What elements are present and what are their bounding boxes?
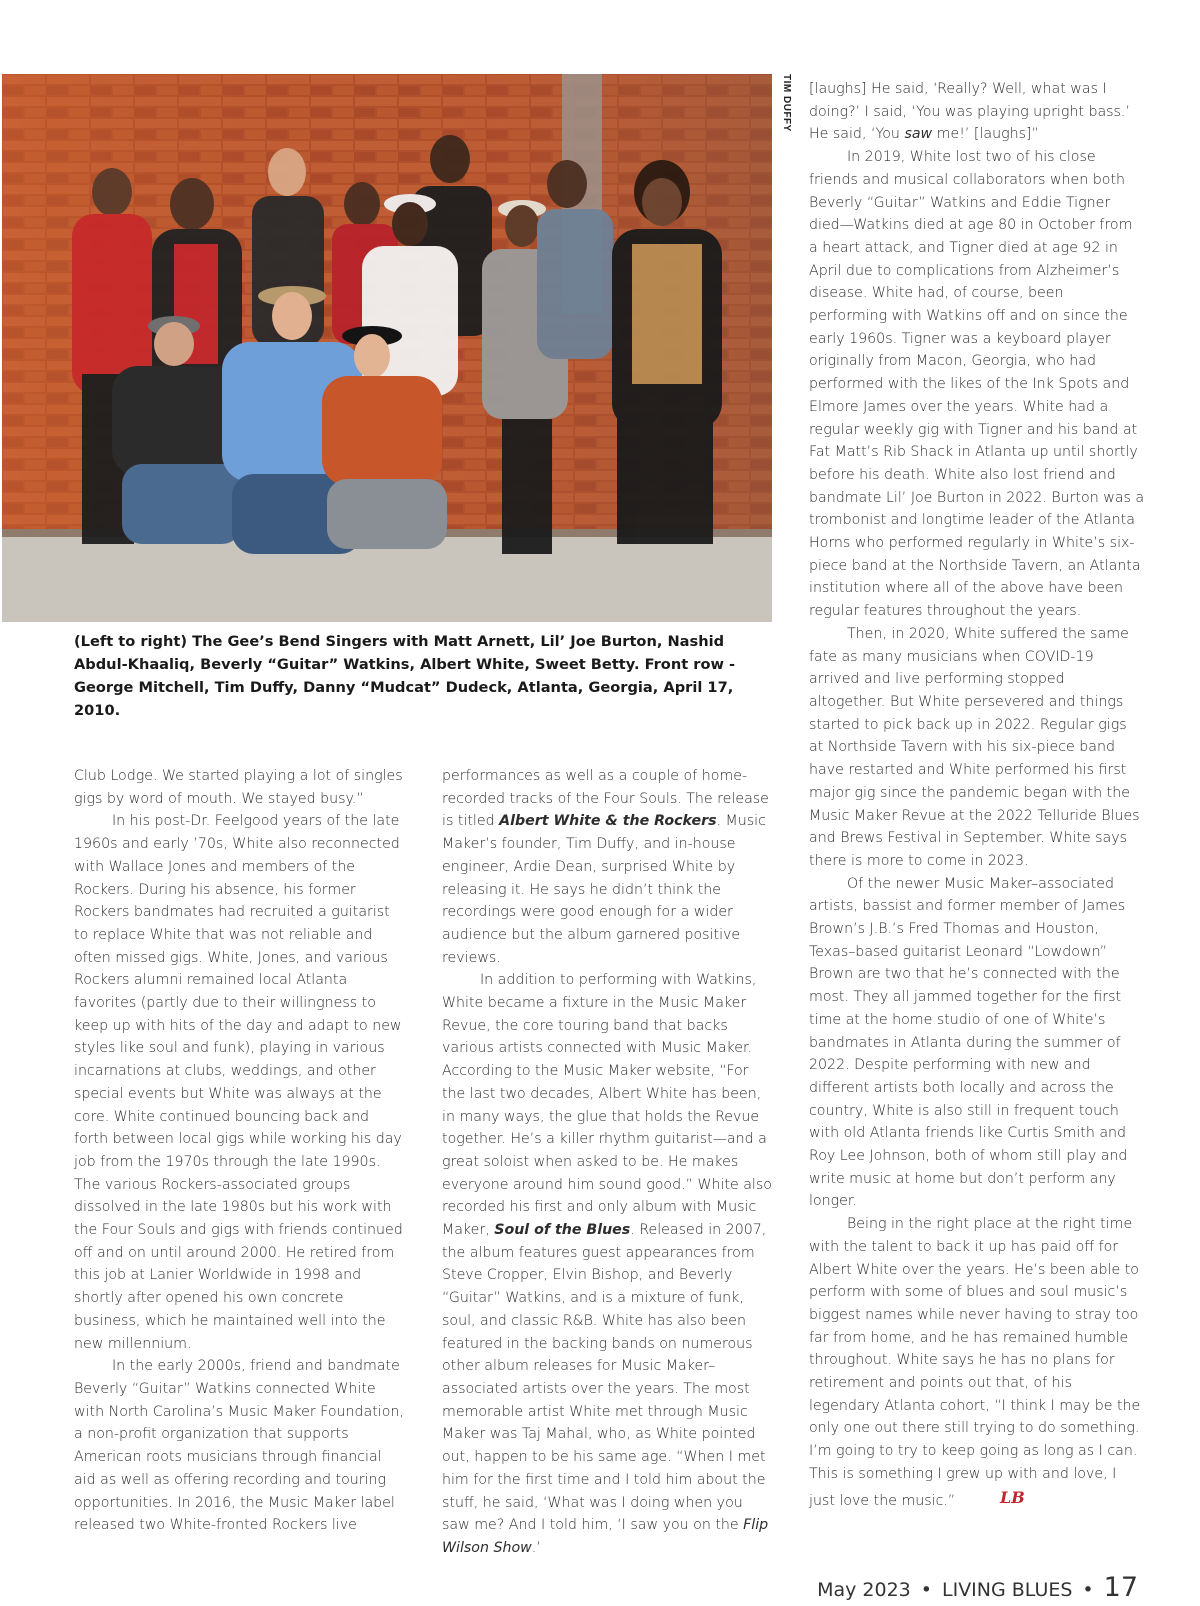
text-run: . Released in 2007, the album features guest appearances from Steve Cropper, Elvin Bishop, and Beverly “Guitar” Watkins, and is a mixture of funk, soul, and classic R&B. White has also been featured in the backing bands on numerous other album releases for Music Maker–associated artists over the years. The most memorable artist White met through Music Maker was Taj Mahal, who, as White pointed out, happen to be his same age. “When I met him for the first time and I told him about the stuff, he said, ‘What was I doing when you saw me? And I told him, ‘I saw you on the: [442, 1222, 767, 1534]
page-number: 17: [1103, 1572, 1138, 1603]
paragraph: [442, 765, 772, 969]
group-photo: [2, 74, 772, 622]
text-run: performances as well as a couple of home-recorded tracks of the Four Souls. The release is titled: [442, 768, 769, 830]
text-run: Being in the right place at the right time with the talent to back it up has paid off for Albert White over the years. He’s been able to perform with some of blues and soul music’s biggest names while never having to stray too far from home, and he has remained humble throughout. White says he has no plans for retirement and points out that, of his legendary Atlanta cohort, “I think I may be the only one out there still trying to do something. I’m going to try to keep going as long as I can. This is something I grew up with and love, I just love the music.”: [809, 1216, 1141, 1509]
text-run: In addition to performing with Watkins, White became a fixture in the Music Maker Revue, the core touring band that backs various artists connected with Music Maker. According to the Music Maker website, “For the last two decades, Albert White has been, in many ways, the glue that holds the Revue together. He’s a killer rhythm guitarist—and a great soloist when asked to be. He makes everyone around him sound good.” White also recorded his first and only album with Music Maker,: [442, 972, 772, 1239]
text-run: me!’ [laughs]”: [932, 126, 1039, 143]
paragraph: [809, 78, 1145, 146]
article-column-3: [809, 78, 1145, 1515]
end-mark-logo: [961, 1486, 1025, 1516]
album-title: Soul of the Blues: [494, 1222, 631, 1239]
article-column-1: [74, 765, 404, 1537]
paragraph: Of the newer Music Maker–associated artists, bassist and former member of James Brown’s J.B.’s Fred Thomas and Houston, Texas–based guitarist Leonard “Lowdown” Brown are two that he’s connected with the most. They all jammed together for the first time at the home studio of one of White’s bandmates in Atlanta during the summer of 2022. Despite performing with new and different artists both locally and across the country, White is also still in frequent touch with old Atlanta friends like Curtis Smith and Roy Lee Johnson, both of whom still play and write music at home but don’t perform any longer.: [809, 875, 1128, 1210]
emphasis: saw: [904, 126, 933, 143]
text-run: [laughs] He said, ‘Really? Well, what was I doing?’ I said, ‘You was playing upright bass.’ He said, ‘You: [809, 81, 1130, 143]
paragraph: Club Lodge. We started playing a lot of singles gigs by word of mouth. We stayed busy.”: [74, 768, 403, 807]
bullet-separator: •: [920, 1579, 932, 1601]
article-column-2: [442, 765, 772, 1560]
photo-caption: (Left to right) The Gee’s Bend Singers with Matt Arnett, Lil’ Joe Burton, Nashid Abdul-Khaaliq, Beverly “Guitar” Watkins, Albert White, Sweet Betty. Front row - George Mitchell, Tim Duffy, Danny “Mudcat” Dudeck, Atlanta, Georgia, April 17, 2010.: [74, 633, 736, 719]
show-title: Flip Wilson Show: [442, 1517, 769, 1556]
paragraph: [809, 1213, 1145, 1515]
paragraph: In the early 2000s, friend and bandmate Beverly “Guitar” Watkins connected White with North Carolina’s Music Maker Foundation, a non-profit organization that supports American roots musicians through financial aid as well as offering recording and touring opportunities. In 2016, the Music Maker label released two White-fronted Rockers live: [74, 1358, 404, 1534]
end-mark-text: LB: [1000, 1487, 1026, 1507]
magazine-name: LIVING BLUES: [942, 1579, 1073, 1601]
paragraph: Then, in 2020, White suffered the same fate as many musicians when COVID-19 arrived and live performing stopped altogether. But White persevered and things started to pick back up in 2022. Regular gigs at Northside Tavern with his six-piece band have restarted and White performed his first major gig since the pandemic began with the Music Maker Revue at the 2022 Telluride Blues and Brews Festival in September. White says there is more to come in 2023.: [809, 625, 1140, 869]
paragraph: In his post-Dr. Feelgood years of the late 1960s and early ’70s, White also reconnected with Wallace Jones and members of the Rockers. During his absence, his former Rockers bandmates had recruited a guitarist to replace White that was not reliable and often missed gigs. White, Jones, and various Rockers alumni remained local Atlanta favorites (partly due to their willingness to keep up with hits of the day and adapt to new styles like soul and funk), playing in various incarnations at clubs, weddings, and other special events but White was always at the core. White continued bouncing back and forth between local gigs while working his day job from the 1970s through the late 1990s. The various Rockers-associated groups dissolved in the late 1980s but his work with the Four Souls and gigs with friends continued off and on until around 2000. He retired from this job at Lanier Worldwide in 1998 and shortly after opened his own concrete business, which he maintained well into the new millennium.: [74, 813, 403, 1352]
paragraph: [442, 969, 772, 1559]
page-footer: [817, 1572, 1138, 1603]
bullet-separator: •: [1082, 1579, 1094, 1601]
text-run: .’: [531, 1539, 541, 1556]
photo-credit: TIM DUFFY: [781, 74, 792, 132]
paragraph: In 2019, White lost two of his close friends and musical collaborators when both Beverly “Guitar” Watkins and Eddie Tigner died—Watkins died at age 80 in October from a heart attack, and Tigner died at age 92 in April due to complications from Alzheimer’s disease. White had, of course, been performing with Watkins off and on since the early 1960s. Tigner was a keyboard player originally from Macon, Georgia, who had performed with the likes of the Ink Spots and Elmore James over the years. White had a regular weekly gig with Tigner and his band at Fat Matt’s Rib Shack in Atlanta up until shortly before his death. White also lost friend and bandmate Lil’ Joe Burton in 2022. Burton was a trombonist and longtime leader of the Atlanta Horns who performed regularly in White’s six-piece band at the Northside Tavern, an Atlanta institution where all of the above have been regular features throughout the years.: [809, 149, 1145, 620]
group-photo-illustration: [2, 74, 772, 622]
issue-date: May 2023: [817, 1579, 911, 1601]
text-run: . Music Maker’s founder, Tim Duffy, and in-house engineer, Ardie Dean, surprised White by releasing it. He says he didn’t think the recordings were good enough for a wider audience but the album garnered positive reviews.: [442, 813, 766, 966]
album-title: Albert White & the Rockers: [499, 813, 717, 830]
